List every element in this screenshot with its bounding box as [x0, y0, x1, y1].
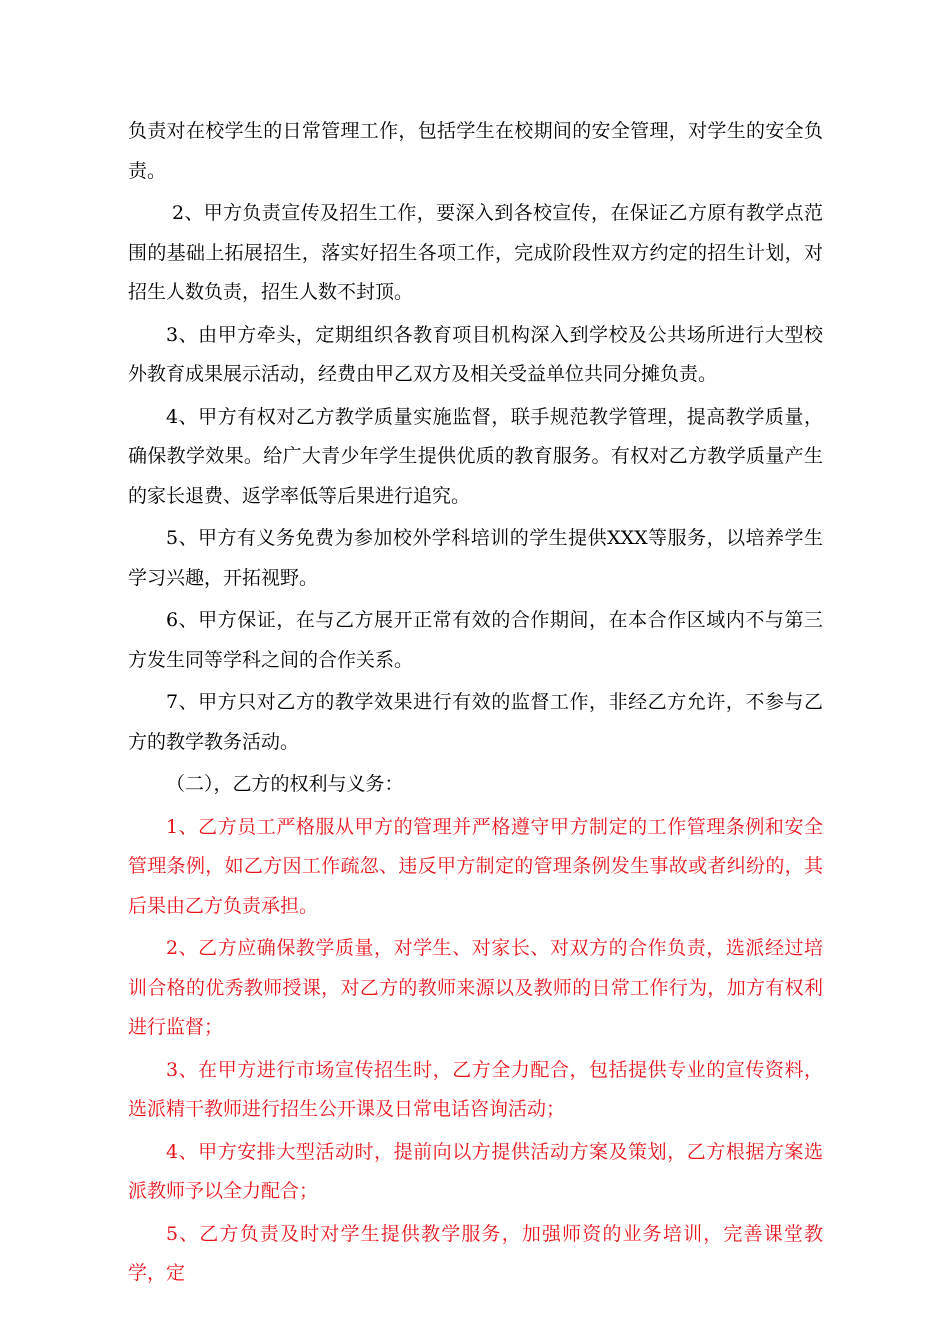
section-heading-party-b: （二），乙方的权利与义务：: [166, 773, 404, 795]
paragraph-party-b-5: 5、乙方负责及时对学生提供教学服务，加强师资的业务培训，完善课堂教学，定: [128, 1222, 823, 1284]
paragraph-party-a-2: 2、甲方负责宣传及招生工作，要深入到各校宣传，在保证乙方原有教学点范围的基础上拓展招生，落实好招生各项工作，完成阶段性双方约定的招生计划，对招生人数负责，招生人数不封顶。: [128, 202, 823, 303]
paragraph-party-b-2: 2、乙方应确保教学质量，对学生、对家长、对双方的合作负责，选派经过培训合格的优秀教师授课，对乙方的教师来源以及教师的日常工作行为，加方有权利进行监督；: [128, 937, 823, 1038]
paragraph-party-a-4: 4、甲方有权对乙方教学质量实施监督，联手规范教学管理，提高教学质量，确保教学效果。给广大青少年学生提供优质的教育服务。有权对乙方教学质量产生的家长退费、返学率低等后果进行追究。: [128, 405, 823, 507]
paragraph-party-a-5: 5、甲方有义务免费为参加校外学科培训的学生提供XXX等服务，以培养学生学习兴趣，开拓视野。: [128, 527, 823, 589]
paragraph-party-a-3: 3、由甲方牵头，定期组织各教育项目机构深入到学校及公共场所进行大型校外教育成果展示活动，经费由甲乙双方及相关受益单位共同分摊负责。: [128, 323, 823, 385]
paragraph-party-b-1: 1、乙方员工严格服从甲方的管理并严格遵守甲方制定的工作管理条例和安全管理条例，如乙方因工作疏忽、违反甲方制定的管理条例发生事故或者纠纷的，其后果由乙方负责承担。: [128, 815, 823, 917]
paragraph-party-b-3: 3、在甲方进行市场宣传招生时，乙方全力配合，包括提供专业的宣传资料，选派精干教师进行招生公开课及日常电话咨询活动；: [128, 1058, 823, 1120]
paragraph-party-a-7: 7、甲方只对乙方的教学效果进行有效的监督工作，非经乙方允许，不参与乙方的教学教务活动。: [128, 691, 823, 753]
paragraph-party-b-4: 4、甲方安排大型活动时，提前向以方提供活动方案及策划，乙方根据方案选派教师予以全力配合；: [128, 1140, 823, 1202]
paragraph-continued: 负责对在校学生的日常管理工作，包括学生在校期间的安全管理，对学生的安全负责。: [128, 120, 823, 182]
paragraph-party-a-6: 6、甲方保证，在与乙方展开正常有效的合作期间，在本合作区域内不与第三方发生同等学科之间的合作关系。: [128, 609, 823, 671]
document-body: [128, 112, 823, 1297]
